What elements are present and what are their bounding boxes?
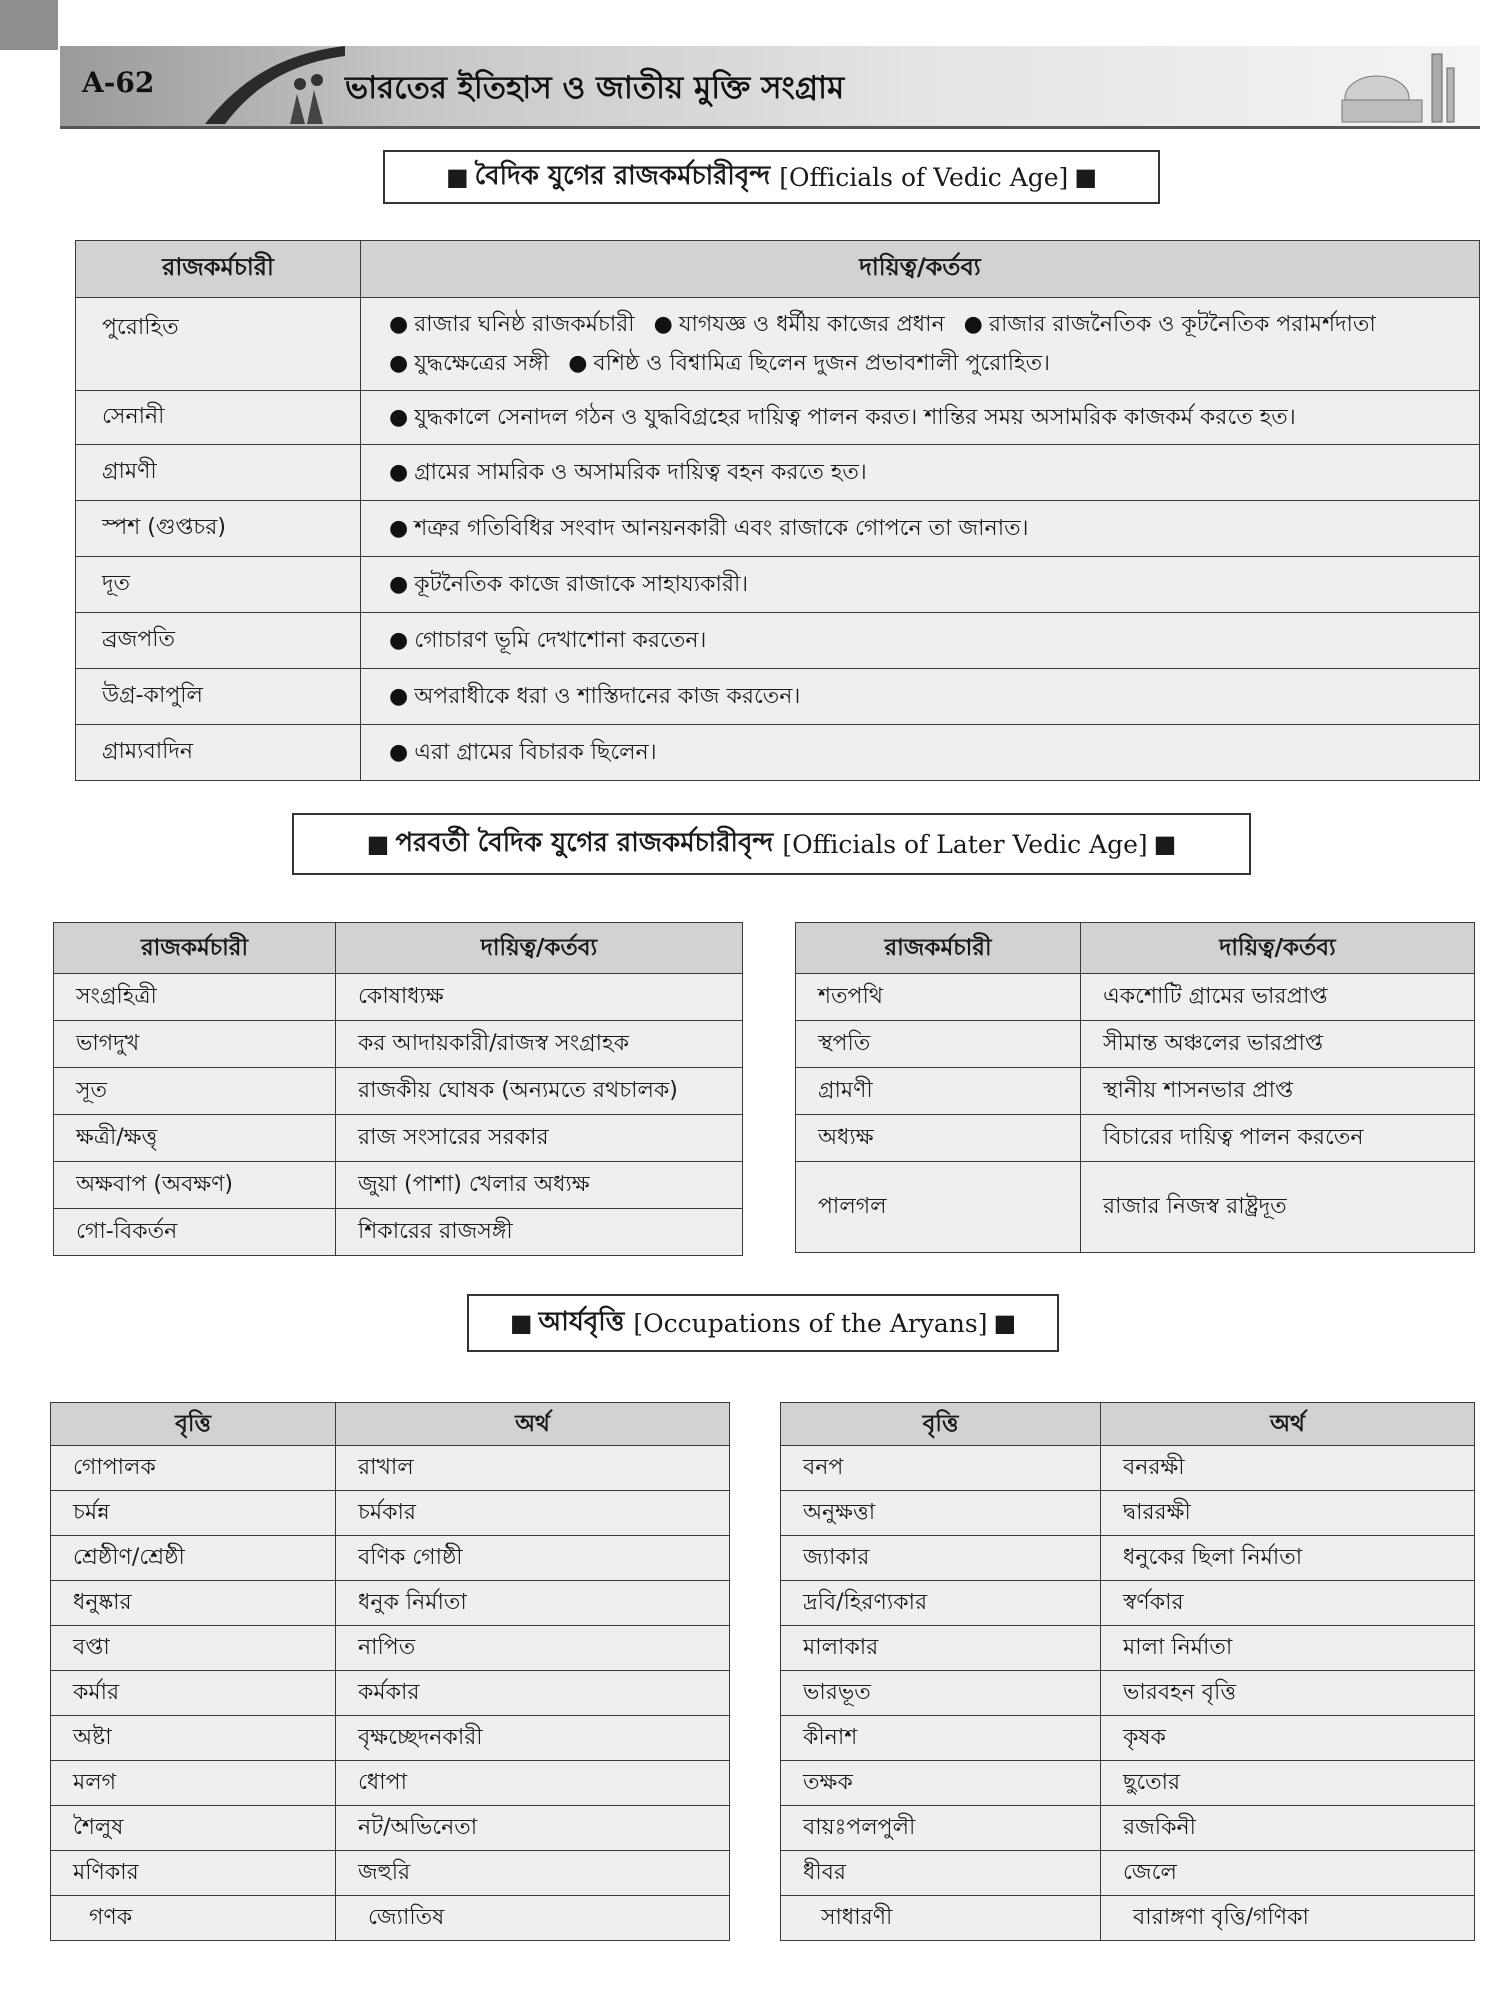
table-row xyxy=(51,1581,730,1626)
table-row xyxy=(51,1536,730,1581)
official-name: সেনানী xyxy=(76,391,361,445)
occupation-name: মালাকার xyxy=(781,1626,1101,1671)
table-header-row xyxy=(781,1403,1475,1446)
official-duty: রাজকীয় ঘোষক (অন্যমতে রথচালক) xyxy=(336,1068,743,1115)
occupation-name: ধীবর xyxy=(781,1851,1101,1896)
official-name: অধ্যক্ষ xyxy=(796,1115,1081,1162)
column-header: রাজকর্মচারী xyxy=(796,923,1081,974)
official-name: গো-বিকর্তন xyxy=(54,1209,336,1256)
occupation-name: দ্রবি/হিরণ্যকার xyxy=(781,1581,1101,1626)
table-row xyxy=(781,1446,1475,1491)
table-row xyxy=(796,1068,1475,1115)
occupation-meaning: ধনুক নির্মাতা xyxy=(336,1581,730,1626)
occupation-name: গোপালক xyxy=(51,1446,336,1491)
table-header-row xyxy=(54,923,743,974)
official-duty: রাজ সংসারের সরকার xyxy=(336,1115,743,1162)
table-row xyxy=(796,1021,1475,1068)
official-duty: শিকারের রাজসঙ্গী xyxy=(336,1209,743,1256)
official-duty: ● গ্রামের সামরিক ও অসামরিক দায়িত্ব বহন করতে হত। xyxy=(361,445,1480,501)
table-row xyxy=(781,1581,1475,1626)
official-name: ভাগদুখ xyxy=(54,1021,336,1068)
table-row xyxy=(51,1446,730,1491)
official-name: স্থপতি xyxy=(796,1021,1081,1068)
occupation-meaning: বণিক গোষ্ঠী xyxy=(336,1536,730,1581)
official-name: উগ্র-কাপুলি xyxy=(76,669,361,725)
occupation-name: শ্রেষ্ঠীণ/শ্রেষ্ঠী xyxy=(51,1536,336,1581)
column-header: রাজকর্মচারী xyxy=(54,923,336,974)
column-header: বৃত্তি xyxy=(51,1403,336,1446)
table-row xyxy=(781,1716,1475,1761)
table-row xyxy=(54,1162,743,1209)
table-row xyxy=(796,1162,1475,1253)
occupation-name: অষ্টা xyxy=(51,1716,336,1761)
occupation-meaning: স্বর্ণকার xyxy=(1101,1581,1475,1626)
table-row xyxy=(76,669,1480,725)
occupation-name: বনপ xyxy=(781,1446,1101,1491)
column-header: রাজকর্মচারী xyxy=(76,241,361,298)
monument-icon xyxy=(1322,50,1462,124)
official-name: পালগল xyxy=(796,1162,1081,1253)
occupation-meaning: দ্বাররক্ষী xyxy=(1101,1491,1475,1536)
table-row xyxy=(76,613,1480,669)
vedic-section-title: ■ বৈদিক যুগের রাজকর্মচারীবৃন্দ [Officials of Vedic Age] ■ xyxy=(383,150,1160,204)
table-row xyxy=(781,1491,1475,1536)
occupation-name: ধনুষ্কার xyxy=(51,1581,336,1626)
occupations-left-table xyxy=(50,1402,730,1941)
table-row xyxy=(781,1761,1475,1806)
occupation-name: অনুক্ষত্তা xyxy=(781,1491,1101,1536)
table-row xyxy=(51,1851,730,1896)
page-number: A-62 xyxy=(82,66,155,99)
table-row xyxy=(54,1021,743,1068)
table-row xyxy=(76,501,1480,557)
page-header xyxy=(60,46,1480,129)
occupation-meaning: নাপিত xyxy=(336,1626,730,1671)
corner-tab xyxy=(0,0,58,50)
occupation-name: গণক xyxy=(51,1896,336,1941)
official-duty: ● রাজার ঘনিষ্ঠ রাজকর্মচারী ● যাগযজ্ঞ ও ধর্মীয় কাজের প্রধান ● রাজার রাজনৈতিক ও কূটনৈতিক পরামর্শদাতা ● যুদ্ধক্ষেত্রের সঙ্গী ● বশিষ্ঠ ও বিশ্বামিত্র ছিলেন দুজন প্রভাবশালী পুরোহিত। xyxy=(361,298,1480,391)
table-row xyxy=(54,1209,743,1256)
occupation-name: জ্যাকার xyxy=(781,1536,1101,1581)
occupation-name: শৈলুষ xyxy=(51,1806,336,1851)
official-duty: কর আদায়কারী/রাজস্ব সংগ্রাহক xyxy=(336,1021,743,1068)
column-header: দায়িত্ব/কর্তব্য xyxy=(1081,923,1475,974)
official-name: পুরোহিত xyxy=(76,298,361,391)
official-duty: কোষাধ্যক্ষ xyxy=(336,974,743,1021)
table-row xyxy=(51,1671,730,1716)
header-decoration-icon xyxy=(205,46,345,126)
later-vedic-left-table xyxy=(53,922,743,1256)
official-name: গ্রামণী xyxy=(76,445,361,501)
table-row xyxy=(51,1716,730,1761)
table-header-row xyxy=(51,1403,730,1446)
official-name: ক্ষত্রী/ক্ষত্তৃ xyxy=(54,1115,336,1162)
table-header-row xyxy=(796,923,1475,974)
occupation-name: মণিকার xyxy=(51,1851,336,1896)
official-duty: ● কূটনৈতিক কাজে রাজাকে সাহায্যকারী। xyxy=(361,557,1480,613)
column-header: দায়িত্ব/কর্তব্য xyxy=(361,241,1480,298)
occupation-name: সাধারণী xyxy=(781,1896,1101,1941)
occupations-section-title: ■ আর্যবৃত্তি [Occupations of the Aryans] ■ xyxy=(467,1294,1059,1352)
official-duty: ● যুদ্ধকালে সেনাদল গঠন ও যুদ্ধবিগ্রহের দায়িত্ব পালন করত। শান্তির সময় অসামরিক কাজকর্ম করতে হত। xyxy=(361,391,1480,445)
table-row xyxy=(51,1761,730,1806)
table-row xyxy=(76,391,1480,445)
occupation-name: বপ্তা xyxy=(51,1626,336,1671)
table-row xyxy=(76,557,1480,613)
occupation-meaning: বৃক্ষচ্ছেদনকারী xyxy=(336,1716,730,1761)
table-row xyxy=(781,1536,1475,1581)
occupation-meaning: মালা নির্মাতা xyxy=(1101,1626,1475,1671)
official-name: সূত xyxy=(54,1068,336,1115)
official-duty: জুয়া (পাশা) খেলার অধ্যক্ষ xyxy=(336,1162,743,1209)
official-duty: সীমান্ত অঞ্চলের ভারপ্রাপ্ত xyxy=(1081,1021,1475,1068)
table-row xyxy=(796,974,1475,1021)
occupation-meaning: ধোপা xyxy=(336,1761,730,1806)
table-header-row xyxy=(76,241,1480,298)
book-title: ভারতের ইতিহাস ও জাতীয় মুক্তি সংগ্রাম xyxy=(345,70,845,106)
occupation-name: ভারভূত xyxy=(781,1671,1101,1716)
table-row xyxy=(781,1806,1475,1851)
column-header: বৃত্তি xyxy=(781,1403,1101,1446)
occupation-meaning: জ্যোতিষ xyxy=(336,1896,730,1941)
occupation-name: তক্ষক xyxy=(781,1761,1101,1806)
table-row xyxy=(54,1068,743,1115)
table-row xyxy=(51,1896,730,1941)
table-row xyxy=(796,1115,1475,1162)
table-row xyxy=(76,445,1480,501)
table-row xyxy=(76,725,1480,781)
official-name: শতপথি xyxy=(796,974,1081,1021)
official-name: সংগ্রহিত্রী xyxy=(54,974,336,1021)
official-name: ব্রজপতি xyxy=(76,613,361,669)
official-name: গ্রাম্যবাদিন xyxy=(76,725,361,781)
occupation-meaning: কৃষক xyxy=(1101,1716,1475,1761)
official-duty: স্থানীয় শাসনভার প্রাপ্ত xyxy=(1081,1068,1475,1115)
table-row xyxy=(51,1491,730,1536)
occupation-meaning: রজকিনী xyxy=(1101,1806,1475,1851)
table-row xyxy=(76,298,1480,391)
official-name: দূত xyxy=(76,557,361,613)
occupation-meaning: চর্মকার xyxy=(336,1491,730,1536)
occupation-meaning: ছুতোর xyxy=(1101,1761,1475,1806)
column-header: অর্থ xyxy=(336,1403,730,1446)
occupation-meaning: রাখাল xyxy=(336,1446,730,1491)
table-row xyxy=(781,1671,1475,1716)
official-duty: বিচারের দায়িত্ব পালন করতেন xyxy=(1081,1115,1475,1162)
official-duty: ● গোচারণ ভূমি দেখাশোনা করতেন। xyxy=(361,613,1480,669)
table-row xyxy=(781,1896,1475,1941)
occupation-name: কীনাশ xyxy=(781,1716,1101,1761)
later-vedic-right-table xyxy=(795,922,1475,1253)
table-row xyxy=(781,1626,1475,1671)
vedic-officials-table xyxy=(75,240,1480,781)
table-row xyxy=(54,1115,743,1162)
official-duty: রাজার নিজস্ব রাষ্ট্রদূত xyxy=(1081,1162,1475,1253)
occupation-meaning: কর্মকার xyxy=(336,1671,730,1716)
column-header: দায়িত্ব/কর্তব্য xyxy=(336,923,743,974)
official-duty: ● শত্রুর গতিবিধির সংবাদ আনয়নকারী এবং রাজাকে গোপনে তা জানাত। xyxy=(361,501,1480,557)
official-duty: একশোটি গ্রামের ভারপ্রাপ্ত xyxy=(1081,974,1475,1021)
occupation-name: চর্মন্ন xyxy=(51,1491,336,1536)
occupation-meaning: জেলে xyxy=(1101,1851,1475,1896)
occupation-meaning: বারাঙ্গণা বৃত্তি/গণিকা xyxy=(1101,1896,1475,1941)
official-name: অক্ষবাপ (অবক্ষণ) xyxy=(54,1162,336,1209)
table-row xyxy=(51,1806,730,1851)
column-header: অর্থ xyxy=(1101,1403,1475,1446)
table-row xyxy=(51,1626,730,1671)
later-vedic-section-title: ■ পরবর্তী বৈদিক যুগের রাজকর্মচারীবৃন্দ [Officials of Later Vedic Age] ■ xyxy=(292,813,1251,875)
occupation-meaning: ধনুকের ছিলা নির্মাতা xyxy=(1101,1536,1475,1581)
official-name: গ্রামণী xyxy=(796,1068,1081,1115)
occupation-name: কর্মার xyxy=(51,1671,336,1716)
table-row xyxy=(781,1851,1475,1896)
official-duty: ● এরা গ্রামের বিচারক ছিলেন। xyxy=(361,725,1480,781)
occupations-right-table xyxy=(780,1402,1475,1941)
occupation-name: মলগ xyxy=(51,1761,336,1806)
table-row xyxy=(54,974,743,1021)
occupation-meaning: নট/অভিনেতা xyxy=(336,1806,730,1851)
official-duty: ● অপরাধীকে ধরা ও শাস্তিদানের কাজ করতেন। xyxy=(361,669,1480,725)
occupation-meaning: জহুরি xyxy=(336,1851,730,1896)
official-name: স্পশ (গুপ্তচর) xyxy=(76,501,361,557)
occupation-name: বায়ঃপলপুলী xyxy=(781,1806,1101,1851)
occupation-meaning: বনরক্ষী xyxy=(1101,1446,1475,1491)
occupation-meaning: ভারবহন বৃত্তি xyxy=(1101,1671,1475,1716)
